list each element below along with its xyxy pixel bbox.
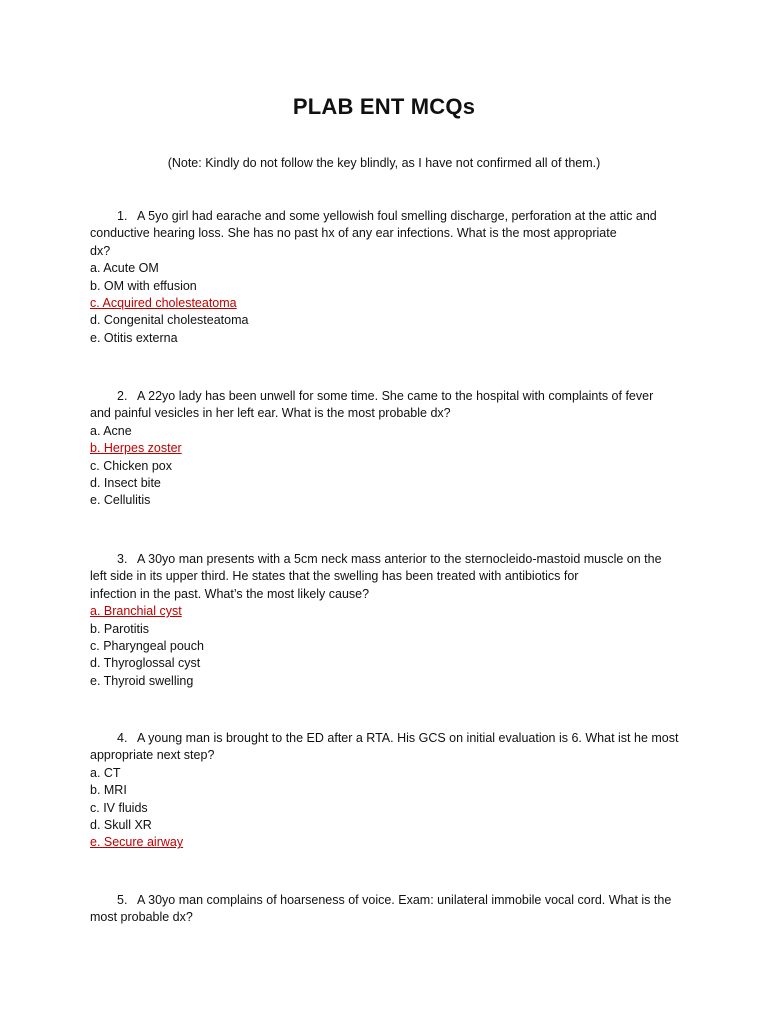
question-2-option-e: e. Cellulitis [90, 493, 151, 508]
question-2-option-c: c. Chicken pox [90, 458, 172, 473]
question-2-option-a: a. Acne [90, 423, 132, 438]
question-1-number: 1. [117, 209, 128, 223]
question-1-stem-line-2: conductive hearing loss. She has no past hx of any ear infections. What is the most appropriate [90, 226, 617, 241]
question-1-option-e: e. Otitis externa [90, 330, 178, 345]
question-3-option-a-answer: a. Branchial cyst [90, 604, 182, 619]
question-1-stem-line-3: dx? [90, 243, 111, 258]
question-5-stem [90, 892, 690, 927]
question-1-option-b: b. OM with effusion [90, 278, 197, 293]
question-2-options [90, 423, 690, 510]
question-4-stem [90, 730, 690, 765]
question-2-stem-line-2: and painful vesicles in her left ear. What is the most probable dx? [90, 406, 451, 421]
question-1-options [90, 260, 690, 347]
question-3-option-c: c. Pharyngeal pouch [90, 639, 204, 654]
question-3 [90, 551, 690, 690]
question-3-option-d: d. Thyroglossal cyst [90, 656, 201, 671]
question-4-stem-line-1: A young man is brought to the ED after a RTA. His GCS on initial evaluation is 6. What ist he most [137, 731, 679, 745]
question-1-stem-line-1: A 5yo girl had earache and some yellowish foul smelling discharge, perforation at the attic and [137, 209, 657, 223]
question-3-stem-line-1: A 30yo man presents with a 5cm neck mass anterior to the sternocleido-mastoid muscle on the [137, 552, 662, 566]
question-5 [90, 892, 690, 927]
question-1-option-c-answer: c. Acquired cholesteatoma [90, 296, 237, 311]
question-4-stem-line-2: appropriate next step? [90, 748, 215, 763]
question-3-stem-line-2: left side in its upper third. He states that the swelling has been treated with antibiotics for [90, 569, 579, 584]
question-5-number: 5. [117, 893, 128, 907]
question-5-stem-line-1: A 30yo man complains of hoarseness of voice. Exam: unilateral immobile vocal cord. What is the [137, 893, 672, 907]
question-1-option-a: a. Acute OM [90, 261, 159, 276]
question-2-stem [90, 388, 690, 423]
question-1-option-d: d. Congenital cholesteatoma [90, 313, 249, 328]
question-3-number: 3. [117, 552, 128, 566]
question-4-option-c: c. IV fluids [90, 800, 148, 815]
document-note: (Note: Kindly do not follow the key blindly, as I have not confirmed all of them.) [167, 156, 601, 170]
question-4-number: 4. [117, 731, 128, 745]
question-2-option-d: d. Insect bite [90, 476, 161, 491]
document-title: PLAB ENT MCQs [292, 94, 476, 119]
question-3-stem [90, 551, 690, 603]
question-3-options [90, 603, 690, 690]
question-1 [90, 208, 690, 347]
question-3-option-e: e. Thyroid swelling [90, 673, 194, 688]
question-4 [90, 730, 690, 852]
question-2-number: 2. [117, 389, 128, 403]
question-4-option-d: d. Skull XR [90, 818, 152, 833]
question-4-option-e-answer: e. Secure airway [90, 835, 184, 850]
question-2-stem-line-1: A 22yo lady has been unwell for some time. She came to the hospital with complaints of fever [137, 389, 654, 403]
question-4-options [90, 765, 690, 852]
question-4-option-a: a. CT [90, 765, 121, 780]
question-4-option-b: b. MRI [90, 783, 127, 798]
question-2-option-b-answer: b. Herpes zoster [90, 441, 182, 456]
question-2 [90, 388, 690, 510]
question-3-option-b: b. Parotitis [90, 621, 150, 636]
question-3-stem-line-3: infection in the past. What’s the most likely cause? [90, 586, 370, 601]
question-1-stem [90, 208, 690, 260]
question-5-stem-line-2: most probable dx? [90, 910, 193, 925]
